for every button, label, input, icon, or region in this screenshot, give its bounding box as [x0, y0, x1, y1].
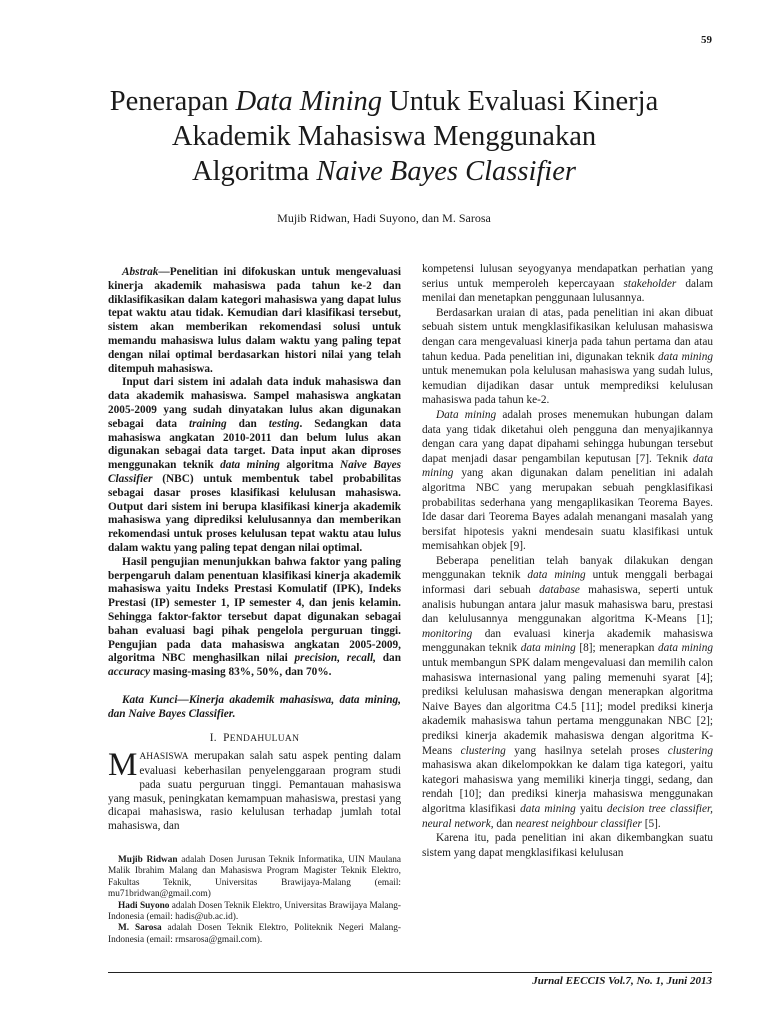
body-italic: data mining: [520, 642, 576, 655]
body-text: adalah proses menemukan hubungan dalam data yang tidak diketahui oleh pengguna dan menyajikannya dengan cara yang dapat dipahami sehingga hubungan tersebut dapat menjadi dasar pengambilan keputusan [7]. Teknik: [422, 408, 713, 465]
body-text: [5].: [641, 817, 661, 830]
journal-footer: Jurnal EECCIS Vol.7, No. 1, Juni 2013: [532, 975, 712, 987]
bio-text: adalah Dosen Teknik Elektro, Politeknik Negeri Malang-Indonesia (email: rmsarosa@gmail.com).: [108, 923, 401, 945]
title-text: Algoritma: [192, 156, 317, 187]
body-paragraph: [422, 408, 713, 554]
dropcap: M: [108, 747, 138, 784]
body-text: Beberapa penelitian telah banyak dilakukan dengan menggunakan teknik: [422, 554, 713, 582]
abstract-italic: Naive Bayes Classifier: [108, 459, 401, 485]
body-italic: clustering: [460, 744, 506, 757]
bio-name: Mujib Ridwan: [118, 855, 178, 865]
body-italic: data mining: [657, 642, 713, 655]
body-italic: data mining: [520, 802, 576, 815]
body-text: mahasiswa akan dikelompokkan ke dalam tiga kategori, yaitu kategori mahasiswa yang memiliki kinerja tinggi, sedang, dan rendah [10]; dan prediksi kinerja mahasiswa menggunakan algoritma klasifikasi: [422, 759, 713, 815]
body-text: Berdasarkan uraian di atas, pada penelitian ini akan dibuat sebuah sistem untuk mengklasifikasikan kelulusan mahasiswa dengan cara mengevaluasi kinerja pada tahun pertama dan atau tahun kedua. Pada penelitian ini, digunakan teknik: [422, 306, 713, 363]
body-italic: Data mining: [436, 408, 497, 421]
body-italic: nearest neighbour classifier: [515, 817, 642, 830]
body-paragraph: [422, 554, 713, 831]
abstract-paragraph: [108, 266, 401, 376]
body-text: yang akan digunakan dalam penelitian ini adalah algoritma NBC yang merupakan sebuah pengklasifikasi probabilitas sederhana yang mengaplikasikan Teorema Bayes. Ide dasar dari Teorema Bayes adalah menangani masalah yang bersifat hipotesis yakni mendesain suatu klasifikasi untuk memisahkan objek [9].: [422, 467, 713, 553]
body-text: dan evaluasi kinerja akademik mahasiswa menggunakan teknik: [422, 627, 713, 655]
bio-text: adalah Dosen Jurusan Teknik Informatika, UIN Maulana Malik Ibrahim Malang dan Mahasiswa Program Magister Teknik Elektro, Fakultas Teknik, Universitas Brawijaya-Malang (email: mu71bridwan@gmail.com): [108, 855, 401, 900]
left-column: [108, 266, 401, 834]
body-italic: data mining: [422, 452, 713, 480]
footer-rule: [108, 972, 712, 973]
abstract-text: masing-masing 83%, 50%, dan 70%.: [150, 666, 332, 679]
body-text: [8]; menerapkan: [575, 642, 658, 655]
bio-entry: [108, 855, 401, 901]
section-title-initial: P: [223, 731, 230, 744]
bio-entry: [108, 901, 401, 924]
body-text: dan: [493, 817, 516, 830]
bio-text: adalah Dosen Teknik Elektro, Universitas Brawijaya Malang-Indonesia (email: hadis@ub.ac.id).: [108, 900, 401, 923]
intro-paragraph: [108, 747, 401, 834]
body-text: Karena itu, pada penelitian ini akan dikembangkan suatu sistem yang dapat mengklasifikasi kelulusan: [422, 832, 713, 859]
body-text: dalam menilai dan menetapkan penggunaan lulusannya.: [422, 277, 713, 305]
body-italic: stakeholder: [623, 277, 677, 290]
abstract-text: algoritma: [279, 459, 340, 472]
section-heading: [108, 732, 401, 747]
abstract-text: Input dari sistem ini adalah data induk mahasiswa dan data akademik mahasiswa. Sampel mahasiswa angkatan 2005-2009 yang sudah dinyatakan lulus akan digunakan sebagai data: [108, 376, 401, 430]
bio-name: M. Sarosa: [118, 923, 162, 934]
body-italic: database: [539, 584, 580, 597]
abstract-italic: precision, recall,: [294, 652, 376, 665]
abstract-text: dan: [226, 417, 269, 430]
abstract-text: . Sedangkan data mahasiswa angkatan 2010-2011 dan belum lulus akan digunakan sebagai data target. Data input akan diproses menggunakan teknik: [108, 417, 401, 472]
body-text: untuk menggali berbagai informasi dari sebuah: [422, 569, 713, 597]
authors: Mujib Ridwan, Hadi Suyono, dan M. Sarosa: [277, 211, 491, 225]
abstract-text: dan: [375, 652, 401, 665]
body-text: untuk menemukan pola kelulusan mahasiswa yang sudah lulus, kemudian dijadikan dasar untuk memprediksi kelulusan mahasiswa pada tahun ke-2.: [422, 365, 713, 407]
title-text: Penerapan: [109, 86, 236, 117]
body-italic: data mining: [658, 350, 713, 363]
body-text: yang hasilnya setelah proses: [505, 744, 668, 757]
abstract-italic: data mining: [220, 459, 280, 472]
intro-smallcaps: AHASISWA: [139, 752, 189, 763]
bio-name: Hadi Suyono: [118, 900, 170, 911]
abstract-text: Hasil pengujian menunjukkan bahwa faktor yang paling berpengaruh dalam penentuan klasifikasi kinerja akademik mahasiswa yaitu Indeks Prestasi Komulatif (IPK), Indeks Prestasi (IP) semester 1, IP semester 4, dan jenis kelamin. Sehingga faktor-faktor tersebut dapat digunakan sebagai bahan evaluasi bagi pihak pengelola perguruan tinggi. Pengujian pada data mahasiswa angkatan 2005-2009, algoritma NBC menghasilkan nilai: [108, 555, 401, 665]
body-italic: data mining: [527, 569, 586, 582]
title-text: Untuk Evaluasi Kinerja: [382, 86, 659, 117]
body-text: untuk membangun SPK dalam mengevaluasi dan memilih calon mahasiswa internasional yang paling memenuhi syarat [4]; prediksi kelulusan mahasiswa dengan menerapkan algoritma Naive Bayes dan algoritma C4.5 [11]; model prediksi kinerja akademik mahasiswa tahun pertama menggunakan NBC [2]; prediksi kinerja akademik mahasiswa dengan algoritma K-Means: [422, 657, 713, 757]
title-italic: Naive Bayes Classifier: [316, 156, 576, 187]
abstract: [108, 266, 401, 680]
bio-entry: [108, 923, 401, 946]
paper-title: [60, 84, 708, 189]
abstract-paragraph: [108, 376, 401, 555]
abstract-paragraph: [108, 556, 401, 680]
abstract-label: Abstrak: [122, 266, 159, 278]
body-text: yaitu: [575, 802, 607, 815]
body-italic: clustering: [667, 744, 713, 757]
body-paragraph: [422, 262, 713, 306]
body-text: kompetensi lulusan seyogyanya mendapatkan perhatian yang serius untuk memperoleh kepercayaan: [422, 263, 713, 290]
right-column: [422, 262, 713, 860]
body-text: mahasiswa, seperti untuk analisis hubungan antara jalur masuk mahasiswa baru, prestasi dan kelulusannya menggunakan algoritma K-Means [1];: [422, 584, 713, 626]
keywords: Kata Kunci—Kinerja akademik mahasiswa, data mining, dan Naive Bayes Classifier.: [108, 693, 401, 720]
title-text: Akademik Mahasiswa Menggunakan: [171, 121, 597, 152]
body-paragraph: [422, 306, 713, 408]
section-numeral: I.: [209, 731, 217, 744]
abstract-text: —Penelitian ini difokuskan untuk mengevaluasi kinerja akademik mahasiswa pada tahun ke-2 dan diklasifikasikan dalam kategori mahasiswa yang dapat lulus tepat waktu atau tidak. Kemudian dari klasifikasi tersebut, sistem akan memberikan rekomendasi solusi untuk memandu mahasiswa lulus dalam waktu yang paling tepat dengan nilai optimal berdasarkan histori nilai yang telah ditempuh mahasiswa.: [108, 266, 401, 375]
body-italic: decision tree classifier, neural network,: [422, 802, 713, 830]
section-title-rest: ENDAHULUAN: [229, 733, 300, 744]
title-italic: Data Mining: [235, 86, 383, 117]
abstract-text: (NBC) untuk membentuk tabel probabilitas sebagai dasar proses klasifikasi kelulusan mahasiswa. Output dari sistem ini berupa klasifikasi kinerja akademik mahasiswa yang diprediksi kelulusannya dan memberikan rekomendasi untuk proses kelulusan tepat waktu atau lulus dalam waktu yang paling tepat dengan nilai optimal.: [108, 472, 401, 554]
abstract-italic: testing: [268, 417, 300, 430]
author-bio: [108, 855, 401, 946]
abstract-italic: accuracy: [108, 666, 151, 679]
page-number: 59: [701, 34, 712, 46]
abstract-italic: training: [189, 417, 227, 430]
body-paragraph: [422, 831, 713, 860]
body-italic: monitoring: [422, 627, 473, 640]
intro-text: merupakan salah satu aspek penting dalam evaluasi keberhasilan penyelenggaraan program studi pada suatu perguruan tinggi. Pemantauan mahasiswa yang masuk, peningkatan kemampuan mahasiswa, prestasi yang dicapai mahasiswa, rasio kelulusan terhadap jumlah total mahasiswa, dan: [108, 750, 401, 833]
